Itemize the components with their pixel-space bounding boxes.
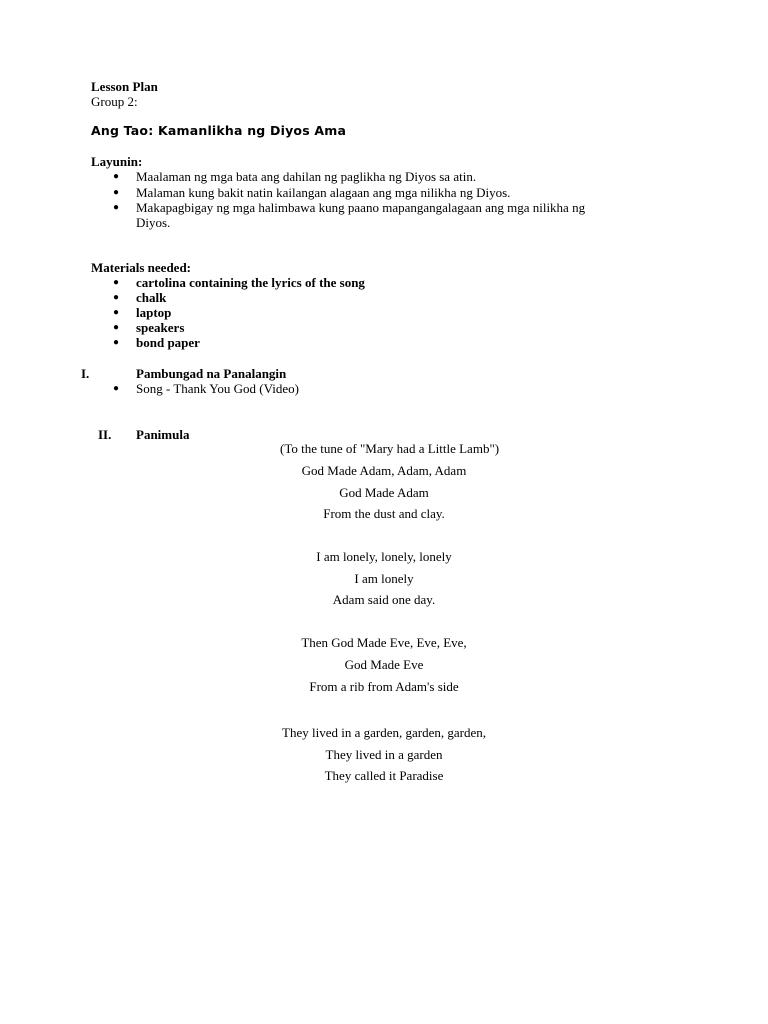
bullet-icon: ● [113,307,120,318]
song-tune-note: (To the tune of "Mary had a Little Lamb") [280,441,500,456]
group-label: Group 2: [91,94,138,109]
lyric-line: I am lonely, lonely, lonely [316,549,452,564]
section-1-heading: Pambungad na Panalangin [136,366,287,381]
material-item: bond paper [136,335,200,350]
lyric-line: God Made Adam [339,485,429,500]
lyric-line: They called it Paradise [324,768,444,783]
lyric-line: They lived in a garden, garden, garden, [282,725,486,740]
materials-label: Materials needed: [91,260,192,275]
bullet-icon: ● [113,277,120,288]
lyric-line: Adam said one day. [332,592,436,607]
bullet-icon: ● [113,187,120,198]
material-item: speakers [136,320,185,335]
section-1-item: Song - Thank You God (Video) [136,381,299,396]
bullet-icon: ● [113,322,120,333]
bullet-icon: ● [113,383,120,394]
bullet-icon: ● [113,171,120,182]
bullet-icon: ● [113,202,120,213]
lyric-line: God Made Adam, Adam, Adam [301,463,467,478]
layunin-item-continuation: Diyos. [136,215,171,230]
layunin-label: Layunin: [91,154,143,169]
layunin-item: Malaman kung bakit natin kailangan alagaan ang mga nilikha ng Diyos. [136,185,511,200]
bullet-icon: ● [113,337,120,348]
bullet-icon: ● [113,292,120,303]
material-item: laptop [136,305,172,320]
layunin-item: Makapagbigay ng mga halimbawa kung paano mapangangalagaan ang mga nilikha ng [136,200,586,215]
section-2-numeral: II. [98,427,112,442]
lyric-line: God Made Eve [344,657,424,672]
lyric-line: From the dust and clay. [323,506,445,521]
material-item: cartolina containing the lyrics of the song [136,275,365,290]
section-1-numeral: I. [81,366,90,381]
lyric-line: I am lonely [354,571,414,586]
lesson-title: Ang Tao: Kamanlikha ng Diyos Ama [91,123,347,138]
section-2-heading: Panimula [136,427,190,442]
lyric-line: From a rib from Adam's side [309,679,459,694]
doc-heading: Lesson Plan [91,79,158,94]
lyric-line: They lived in a garden [325,747,443,762]
layunin-item: Maalaman ng mga bata ang dahilan ng paglikha ng Diyos sa atin. [136,169,477,184]
lyric-line: Then God Made Eve, Eve, Eve, [301,635,467,650]
material-item: chalk [136,290,167,305]
